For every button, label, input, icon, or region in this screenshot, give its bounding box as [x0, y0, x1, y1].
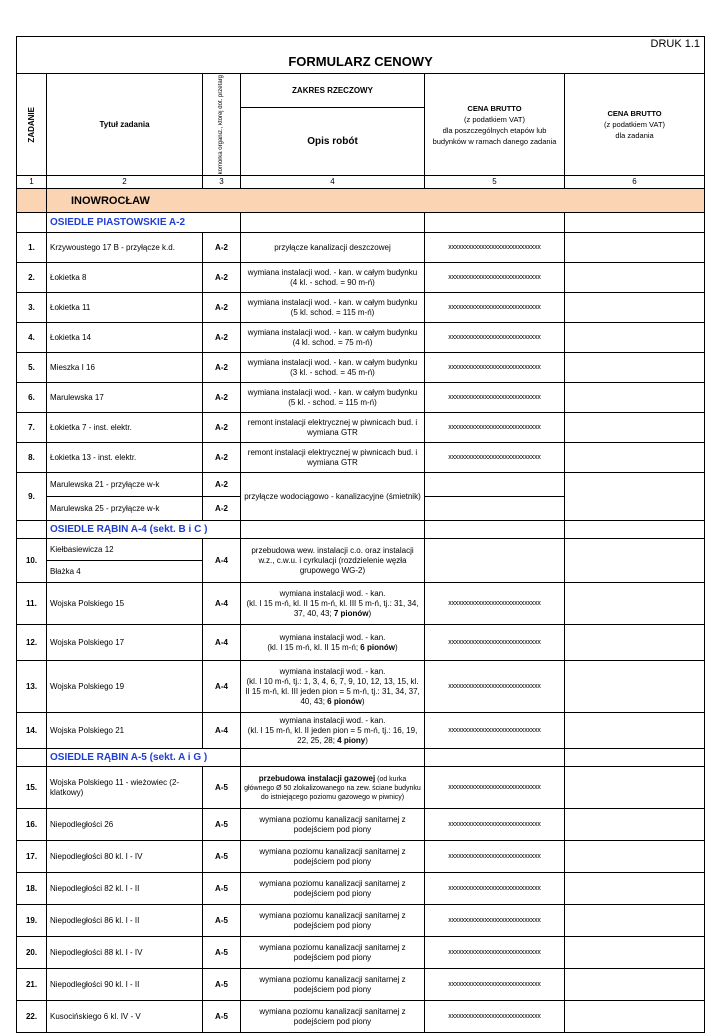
task-title: Krzywoustego 17 B - przyłącze k.d. [47, 233, 203, 263]
row-number: 8. [17, 443, 47, 473]
task-title: Wojska Polskiego 21 [47, 713, 203, 749]
price-task-cell [565, 539, 705, 583]
work-description-line: wymiana instalacji wod. - kan. [279, 715, 386, 725]
row-number: 19. [17, 905, 47, 937]
spacer-cell [241, 521, 425, 539]
task-title: Łokietka 11 [47, 293, 203, 323]
unit-code: A-2 [203, 443, 241, 473]
price-stage-cell: xxxxxxxxxxxxxxxxxxxxxxxxxxxx [425, 969, 565, 1001]
price-task-cell [565, 583, 705, 625]
col-num: 3 [203, 176, 241, 189]
task-title: Łokietka 14 [47, 323, 203, 353]
table-row [17, 353, 705, 383]
table-row [17, 413, 705, 443]
header-tytul: Tytuł zadania [47, 74, 203, 176]
price-task-cell [565, 323, 705, 353]
unit-code: A-2 [203, 263, 241, 293]
unit-code: A-4 [203, 583, 241, 625]
spacer-cell [565, 521, 705, 539]
work-description: wymiana instalacji wod. - kan. w całym budynku (3 kl. - schod. = 45 m-ń) [241, 353, 425, 383]
table-row [17, 767, 705, 809]
price-task-cell [565, 841, 705, 873]
table-row [17, 841, 705, 873]
row-number: 3. [17, 293, 47, 323]
price-stage-cell [425, 473, 565, 497]
table-row [17, 443, 705, 473]
unit-code: A-2 [203, 413, 241, 443]
work-description-line: wymiana instalacji wod. - kan. [279, 666, 386, 676]
unit-code: A-4 [203, 713, 241, 749]
unit-code: A-5 [203, 841, 241, 873]
price-stage-cell: xxxxxxxxxxxxxxxxxxxxxxxxxxxx [425, 353, 565, 383]
row-number: 12. [17, 625, 47, 661]
row-number: 5. [17, 353, 47, 383]
row-number: 1. [17, 233, 47, 263]
price-task-cell [565, 353, 705, 383]
header-cena-zadanie: CENA BRUTTO (z podatkiem VAT) dla zadania [565, 74, 705, 176]
work-description [241, 583, 425, 625]
task-title: Kiełbasiewicza 12 [47, 539, 203, 561]
unit-code: A-5 [203, 873, 241, 905]
price-stage-cell [425, 497, 565, 521]
table-row [17, 969, 705, 1001]
work-description-line: wymiana instalacji wod. - kan. [279, 588, 386, 598]
unit-code: A-2 [203, 383, 241, 413]
price-stage-cell: xxxxxxxxxxxxxxxxxxxxxxxxxxxx [425, 809, 565, 841]
row-number: 18. [17, 873, 47, 905]
task-title: Mieszka I 16 [47, 353, 203, 383]
work-description: wymiana instalacji wod. - kan. w całym budynku (5 kl. schod. = 115 m-ń) [241, 293, 425, 323]
work-description: wymiana poziomu kanalizacji sanitarnej z podejściem pod piony [241, 1001, 425, 1033]
header-zadanie: ZADANIE [17, 74, 47, 176]
row-number: 6. [17, 383, 47, 413]
price-task-cell [565, 293, 705, 323]
unit-code: A-2 [203, 353, 241, 383]
spacer-cell [241, 749, 425, 767]
header-zakres: ZAKRES RZECZOWY [241, 74, 425, 108]
task-title: Niepodległości 88 kl. I - IV [47, 937, 203, 969]
unit-code: A-5 [203, 937, 241, 969]
price-stage-cell: xxxxxxxxxxxxxxxxxxxxxxxxxxxx [425, 873, 565, 905]
spacer-cell [565, 749, 705, 767]
table-row [17, 937, 705, 969]
task-title: Marulewska 21 - przyłącze w-k [47, 473, 203, 497]
task-title: Niepodległości 82 kl. I - II [47, 873, 203, 905]
row-number: 4. [17, 323, 47, 353]
price-stage-cell: xxxxxxxxxxxxxxxxxxxxxxxxxxxx [425, 233, 565, 263]
table-row [17, 263, 705, 293]
price-task-cell [565, 969, 705, 1001]
price-stage-cell: xxxxxxxxxxxxxxxxxxxxxxxxxxxx [425, 323, 565, 353]
row-number: 7. [17, 413, 47, 443]
unit-code: A-5 [203, 905, 241, 937]
price-task-cell [565, 713, 705, 749]
estate-heading: OSIEDLE RĄBIN A-4 (sekt. B i C ) [47, 521, 241, 539]
price-stage-cell: xxxxxxxxxxxxxxxxxxxxxxxxxxxx [425, 383, 565, 413]
unit-code: A-5 [203, 809, 241, 841]
row-number: 9. [17, 473, 47, 521]
work-description: wymiana instalacji wod. - kan. w całym budynku (5 kl. - schod. = 115 m-ń) [241, 383, 425, 413]
price-task-cell [565, 661, 705, 713]
unit-code: A-5 [203, 969, 241, 1001]
unit-code: A-2 [203, 293, 241, 323]
unit-code: A-5 [203, 1001, 241, 1033]
task-title: Łokietka 13 - inst. elektr. [47, 443, 203, 473]
price-task-cell [565, 873, 705, 905]
task-title: Niepodległości 26 [47, 809, 203, 841]
price-task-cell [565, 937, 705, 969]
work-description-line: wymiana instalacji wod. - kan. [279, 632, 386, 642]
work-description [241, 661, 425, 713]
work-description: remont instalacji elektrycznej w piwnicach bud. i wymiana GTR [241, 413, 425, 443]
work-description: przyłącze wodociągowo - kanalizacyjne (śmietnik) [241, 473, 425, 521]
work-description-detail: (kl. I 15 m-ń, kl. II 15 m-ń, kl. III 5 m-ń, tj.: 31, 34, 37, 40, 43; 7 pionów) [246, 598, 419, 618]
column-numbers-row [17, 176, 705, 189]
row-number: 21. [17, 969, 47, 1001]
work-description-detail: (kl. I 10 m-ń, tj.: 1, 3, 4, 6, 7, 9, 10, 12, 13, 15, kl. II 15 m-ń, kl. III jeden pion = 5 m-ń, tj.: 31, 34, 37, 40, 43; 6 pionów) [245, 676, 420, 706]
work-description-detail: (kl. I 15 m-ń, kl. II 15 m-ń; 6 pionów) [267, 642, 398, 652]
row-number: 17. [17, 841, 47, 873]
price-stage-cell: xxxxxxxxxxxxxxxxxxxxxxxxxxxx [425, 767, 565, 809]
spacer-cell [17, 521, 47, 539]
table-row [17, 233, 705, 263]
spacer-cell [425, 749, 565, 767]
col-num: 6 [565, 176, 705, 189]
unit-code: A-4 [203, 539, 241, 583]
spacer-cell [17, 749, 47, 767]
table-row [17, 323, 705, 353]
row-number: 22. [17, 1001, 47, 1033]
row-number: 10. [17, 539, 47, 583]
unit-code: A-2 [203, 233, 241, 263]
work-description: wymiana instalacji wod. - kan. w całym budynku (4 kl. - schod. = 90 m-ń) [241, 263, 425, 293]
work-description: wymiana poziomu kanalizacji sanitarnej z podejściem pod piony [241, 969, 425, 1001]
task-title: Niepodległości 90 kl. I - II [47, 969, 203, 1001]
table-row [17, 1001, 705, 1033]
task-title: Marulewska 17 [47, 383, 203, 413]
task-title: Łokietka 7 - inst. elektr. [47, 413, 203, 443]
table-row [17, 713, 705, 749]
price-stage-cell: xxxxxxxxxxxxxxxxxxxxxxxxxxxx [425, 413, 565, 443]
price-task-cell [565, 263, 705, 293]
work-description [241, 713, 425, 749]
work-description: wymiana poziomu kanalizacji sanitarnej z podejściem pod piony [241, 873, 425, 905]
table-row [17, 293, 705, 323]
price-task-cell [565, 767, 705, 809]
work-description: przyłącze kanalizacji deszczowej [241, 233, 425, 263]
task-title: Błażka 4 [47, 561, 203, 583]
table-row [17, 583, 705, 625]
price-stage-cell [425, 539, 565, 583]
task-title: Wojska Polskiego 11 - wieżowiec (2-klatkowy) [47, 767, 203, 809]
price-stage-cell: xxxxxxxxxxxxxxxxxxxxxxxxxxxx [425, 263, 565, 293]
price-task-cell [565, 383, 705, 413]
region-heading: INOWROCŁAW [47, 189, 705, 213]
work-description: wymiana poziomu kanalizacji sanitarnej z podejściem pod piony [241, 905, 425, 937]
table-row [17, 521, 705, 539]
table-row [17, 661, 705, 713]
unit-code: A-2 [203, 473, 241, 497]
price-task-cell [565, 809, 705, 841]
task-title: Wojska Polskiego 17 [47, 625, 203, 661]
price-stage-cell: xxxxxxxxxxxxxxxxxxxxxxxxxxxx [425, 841, 565, 873]
row-number: 13. [17, 661, 47, 713]
task-title: Marulewska 25 - przyłącze w-k [47, 497, 203, 521]
col-num: 2 [47, 176, 203, 189]
header-cena-etapy: CENA BRUTTO (z podatkiem VAT) dla poszczególnych etapów lub budynków w ramach danego zadania [425, 74, 565, 176]
row-number: 15. [17, 767, 47, 809]
price-stage-cell: xxxxxxxxxxxxxxxxxxxxxxxxxxxx [425, 937, 565, 969]
work-description: przebudowa wew. instalacji c.o. oraz instalacji w.z., c.w.u. i cyrkulacji (rozdzielenie węzła grupowego WG-2) [241, 539, 425, 583]
table-row [17, 809, 705, 841]
estate-heading: OSIEDLE RĄBIN A-5 (sekt. A i G ) [47, 749, 241, 767]
table-row [17, 873, 705, 905]
task-title: Niepodległości 80 kl. I - IV [47, 841, 203, 873]
task-title: Kusocińskiego 6 kl. IV - V [47, 1001, 203, 1033]
work-description-detail: (kl. I 15 m-ń, kl. II jeden pion = 5 m-ń, tj.: 16, 19, 22, 25, 28; 4 piony) [247, 725, 418, 745]
row-number: 14. [17, 713, 47, 749]
row-number: 11. [17, 583, 47, 625]
unit-code: A-4 [203, 625, 241, 661]
price-stage-cell: xxxxxxxxxxxxxxxxxxxxxxxxxxxx [425, 713, 565, 749]
work-description [241, 625, 425, 661]
price-task-cell [565, 905, 705, 937]
price-stage-cell: xxxxxxxxxxxxxxxxxxxxxxxxxxxx [425, 583, 565, 625]
spacer-cell [425, 521, 565, 539]
price-stage-cell: xxxxxxxxxxxxxxxxxxxxxxxxxxxx [425, 1001, 565, 1033]
price-task-cell [565, 413, 705, 443]
price-stage-cell: xxxxxxxxxxxxxxxxxxxxxxxxxxxx [425, 905, 565, 937]
work-description: remont instalacji elektrycznej w piwnicach bud. i wymiana GTR [241, 443, 425, 473]
header-opis: Opis robót [241, 108, 425, 176]
task-title: Wojska Polskiego 15 [47, 583, 203, 625]
price-form-table [16, 36, 705, 1033]
price-stage-cell: xxxxxxxxxxxxxxxxxxxxxxxxxxxx [425, 661, 565, 713]
price-task-cell [565, 625, 705, 661]
price-stage-cell: xxxxxxxxxxxxxxxxxxxxxxxxxxxx [425, 293, 565, 323]
col-num: 5 [425, 176, 565, 189]
table-row [17, 749, 705, 767]
unit-code: A-4 [203, 661, 241, 713]
table-row [17, 539, 705, 561]
row-number: 2. [17, 263, 47, 293]
table-row [17, 383, 705, 413]
price-task-cell [565, 443, 705, 473]
unit-code: A-5 [203, 767, 241, 809]
work-description: wymiana instalacji wod. - kan. w całym budynku (4 kl. schod. = 75 m-ń) [241, 323, 425, 353]
col-num: 1 [17, 176, 47, 189]
work-description: wymiana poziomu kanalizacji sanitarnej z podejściem pod piony [241, 937, 425, 969]
col-num: 4 [241, 176, 425, 189]
price-stage-cell: xxxxxxxxxxxxxxxxxxxxxxxxxxxx [425, 443, 565, 473]
work-description: wymiana poziomu kanalizacji sanitarnej z podejściem pod piony [241, 809, 425, 841]
work-description: przebudowa instalacji gazowej (od kurka głównego Ø 50 zlokalizowanego na zew. ściane budynku do istniejącego poziomu gazowego w piwnicy) [241, 767, 425, 809]
row-number: 20. [17, 937, 47, 969]
price-task-cell [565, 473, 705, 521]
task-title: Niepodległości 86 kl. I - II [47, 905, 203, 937]
table-row [17, 905, 705, 937]
work-description: wymiana poziomu kanalizacji sanitarnej z podejściem pod piony [241, 841, 425, 873]
task-title: Wojska Polskiego 19 [47, 661, 203, 713]
price-task-cell [565, 233, 705, 263]
unit-code: A-2 [203, 323, 241, 353]
price-task-cell [565, 1001, 705, 1033]
table-row [17, 625, 705, 661]
druk-label: DRUK 1.1 [17, 37, 705, 52]
header-komorka: komórka organiz., której dot. przetarg [203, 74, 241, 176]
price-stage-cell: xxxxxxxxxxxxxxxxxxxxxxxxxxxx [425, 625, 565, 661]
form-title: FORMULARZ CENOWY [17, 52, 705, 74]
row-number: 16. [17, 809, 47, 841]
table-row [17, 473, 705, 497]
unit-code: A-2 [203, 497, 241, 521]
task-title: Łokietka 8 [47, 263, 203, 293]
estate-heading: OSIEDLE PIASTOWSKIE A-2 [47, 213, 241, 233]
